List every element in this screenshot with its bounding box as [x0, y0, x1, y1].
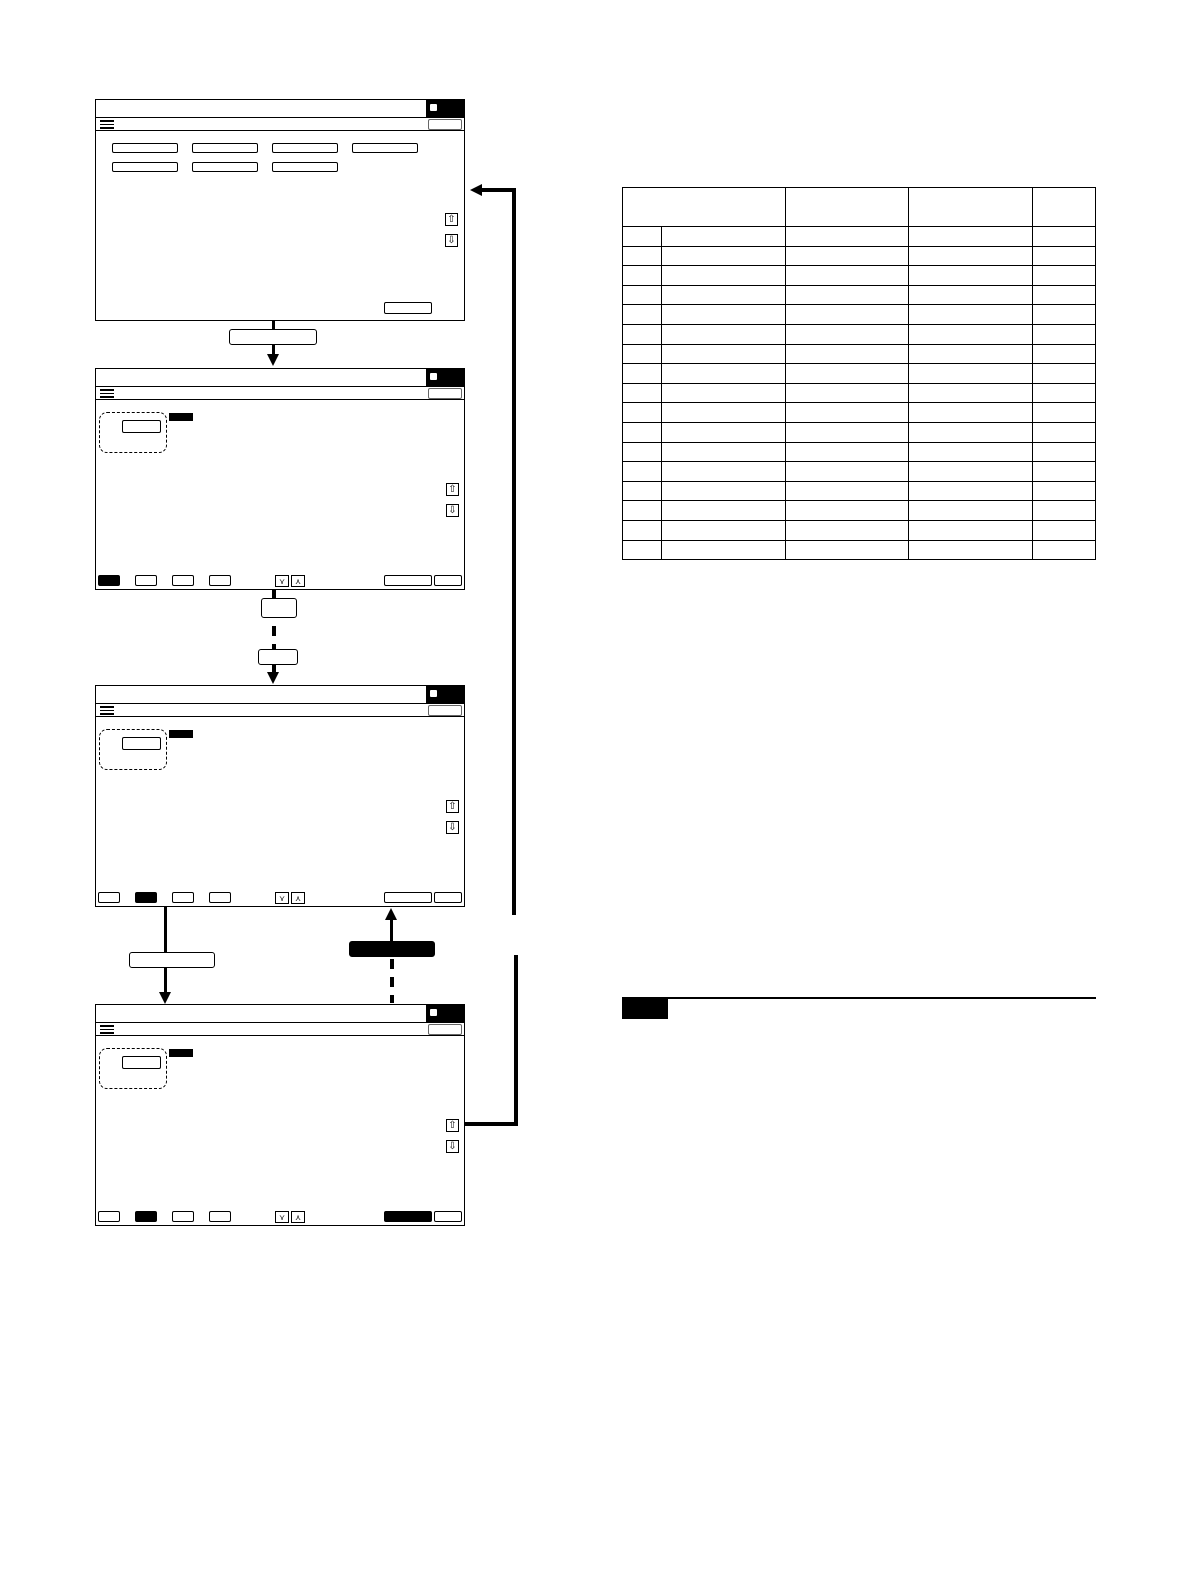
table-header-cell [1032, 188, 1095, 227]
title-bar [96, 1005, 464, 1023]
table-cell [661, 462, 785, 482]
adjustment-screen-a [95, 368, 465, 590]
adjustment-screen-b [95, 685, 465, 907]
table-cell [1032, 324, 1095, 344]
table-row [623, 442, 1096, 462]
menu-button-7[interactable] [272, 162, 338, 172]
scroll-down-icon[interactable]: ⇩ [446, 821, 459, 834]
value-display[interactable] [122, 737, 161, 750]
table-cell [909, 481, 1032, 501]
ok-button[interactable] [428, 119, 462, 130]
table-cell [1032, 462, 1095, 482]
increase-icon[interactable]: ⋏ [291, 1211, 305, 1223]
table-cell [909, 246, 1032, 266]
table-cell [909, 227, 1032, 247]
sub-bar [96, 1022, 464, 1036]
title-bar [96, 100, 464, 118]
table-header-cell [785, 188, 908, 227]
table-cell [1032, 344, 1095, 364]
table-cell [661, 383, 785, 403]
table-cell [661, 266, 785, 286]
table-row [623, 540, 1096, 560]
sub-bar [96, 386, 464, 400]
table-cell [1032, 540, 1095, 560]
back-button[interactable] [434, 575, 462, 586]
table-cell [661, 403, 785, 423]
tab-2[interactable] [135, 575, 157, 586]
back-button[interactable] [434, 892, 462, 903]
step-label-box-dark [349, 941, 435, 957]
increase-icon[interactable]: ⋏ [291, 575, 305, 587]
table-row [623, 227, 1096, 247]
table-header-row [623, 188, 1096, 227]
table-row [623, 266, 1096, 286]
arrow-down-icon [159, 992, 171, 1004]
table-cell [909, 540, 1032, 560]
table-cell [1032, 422, 1095, 442]
table-cell [785, 364, 908, 384]
scroll-up-icon[interactable]: ⇧ [446, 1119, 459, 1132]
table-cell [909, 501, 1032, 521]
menu-button-3[interactable] [272, 143, 338, 153]
ok-button[interactable] [428, 1024, 462, 1035]
table-cell [1032, 383, 1095, 403]
note-rule [668, 997, 1096, 999]
table-row [623, 520, 1096, 540]
table-cell [661, 285, 785, 305]
table-cell [623, 462, 662, 482]
table-cell [909, 344, 1032, 364]
table-row [623, 344, 1096, 364]
table-cell [661, 422, 785, 442]
menu-button-1[interactable] [112, 143, 178, 153]
table-cell [623, 501, 662, 521]
table-cell [661, 442, 785, 462]
tab-4[interactable] [209, 575, 231, 586]
table-cell [785, 305, 908, 325]
table-cell [661, 540, 785, 560]
table-cell [661, 364, 785, 384]
sub-bar [96, 117, 464, 131]
decrease-icon[interactable]: ⋎ [275, 892, 289, 904]
table-cell [1032, 364, 1095, 384]
table-cell [1032, 481, 1095, 501]
mode-badge [426, 369, 464, 386]
table-cell [623, 383, 662, 403]
table-cell [909, 324, 1032, 344]
tab-4[interactable] [209, 1211, 231, 1222]
step-label-box [229, 329, 317, 345]
arrow-down-icon [267, 672, 279, 684]
table-cell [623, 520, 662, 540]
menu-icon[interactable] [100, 118, 114, 132]
table-cell [623, 422, 662, 442]
table-cell [1032, 442, 1095, 462]
tab-3[interactable] [172, 892, 194, 903]
table-cell [623, 403, 662, 423]
table-cell [1032, 227, 1095, 247]
table-cell [785, 246, 908, 266]
scroll-up-icon[interactable]: ⇧ [446, 800, 459, 813]
menu-icon[interactable] [100, 704, 114, 718]
print-icon [430, 690, 437, 697]
back-button[interactable] [434, 1211, 462, 1222]
table-cell [909, 422, 1032, 442]
decrease-icon[interactable]: ⋎ [275, 575, 289, 587]
table-cell [1032, 246, 1095, 266]
table-cell [909, 285, 1032, 305]
menu-icon[interactable] [100, 1023, 114, 1037]
table-cell [623, 305, 662, 325]
table-cell [623, 324, 662, 344]
table-cell [785, 540, 908, 560]
title-bar [96, 369, 464, 387]
value-tag [169, 1049, 193, 1057]
table-cell [909, 364, 1032, 384]
tab-1[interactable] [98, 892, 120, 903]
table-cell [785, 520, 908, 540]
table-cell [623, 442, 662, 462]
table-cell [909, 305, 1032, 325]
table-cell [785, 383, 908, 403]
arrow-down-icon [267, 354, 279, 366]
tab-4[interactable] [209, 892, 231, 903]
table-cell [785, 403, 908, 423]
table-row [623, 364, 1096, 384]
menu-button-4[interactable] [352, 143, 418, 153]
table-cell [661, 324, 785, 344]
tab-1[interactable] [98, 575, 120, 586]
copy-icon [430, 1009, 437, 1016]
value-tag [169, 730, 193, 738]
copy-icon [430, 373, 437, 380]
return-line-lower-horizontal [465, 1122, 517, 1126]
table-cell [785, 285, 908, 305]
decrease-icon[interactable]: ⋎ [275, 1211, 289, 1223]
table-cell [1032, 285, 1095, 305]
table-cell [1032, 266, 1095, 286]
table-row [623, 462, 1096, 482]
table-cell [1032, 403, 1095, 423]
table-cell [623, 364, 662, 384]
scroll-up-icon[interactable]: ⇧ [446, 483, 459, 496]
table-cell [661, 246, 785, 266]
close-button[interactable] [384, 302, 432, 314]
table-cell [661, 305, 785, 325]
table-cell [623, 246, 662, 266]
menu-button-2[interactable] [192, 143, 258, 153]
table-cell [661, 481, 785, 501]
table-row [623, 305, 1096, 325]
table-cell [785, 442, 908, 462]
tab-2[interactable] [135, 892, 157, 903]
table-cell [909, 266, 1032, 286]
table-cell [785, 481, 908, 501]
return-line-lower-vertical [514, 955, 518, 1126]
increase-icon[interactable]: ⋏ [291, 892, 305, 904]
table-cell [623, 227, 662, 247]
ok-button[interactable] [428, 705, 462, 716]
value-display[interactable] [122, 420, 161, 433]
table-cell [623, 285, 662, 305]
scroll-down-icon[interactable]: ⇩ [446, 504, 459, 517]
value-tag [169, 413, 193, 421]
table-cell [661, 344, 785, 364]
table-cell [623, 540, 662, 560]
return-line-upper-vertical [512, 190, 516, 915]
table-cell [1032, 305, 1095, 325]
table-row [623, 383, 1096, 403]
table-cell [661, 520, 785, 540]
menu-icon[interactable] [100, 387, 114, 401]
value-display[interactable] [122, 1056, 161, 1069]
table-cell [623, 266, 662, 286]
mode-badge [426, 100, 464, 117]
scroll-down-icon[interactable]: ⇩ [445, 234, 458, 247]
tab-1[interactable] [98, 1211, 120, 1222]
return-line-upper-horizontal [482, 188, 516, 192]
title-bar [96, 686, 464, 704]
table-row [623, 285, 1096, 305]
sub-bar [96, 703, 464, 717]
table-cell [785, 462, 908, 482]
execute-button[interactable] [384, 575, 432, 586]
table-cell [623, 344, 662, 364]
table-cell [623, 481, 662, 501]
table-cell [785, 266, 908, 286]
table-cell [909, 403, 1032, 423]
table-cell [785, 227, 908, 247]
tab-3[interactable] [172, 1211, 194, 1222]
execute-button[interactable] [384, 1211, 432, 1222]
table-row [623, 501, 1096, 521]
scroll-up-icon[interactable]: ⇧ [445, 213, 458, 226]
table-cell [1032, 501, 1095, 521]
ok-button[interactable] [428, 388, 462, 399]
mode-badge [426, 686, 464, 703]
table-row [623, 481, 1096, 501]
menu-button-6[interactable] [192, 162, 258, 172]
system-settings-screen [95, 99, 465, 321]
table-row [623, 324, 1096, 344]
connector-line [390, 919, 393, 941]
table-cell [785, 422, 908, 442]
tab-3[interactable] [172, 575, 194, 586]
arrow-left-icon [470, 184, 482, 196]
step-label-box [129, 952, 215, 968]
table-header-cell [623, 188, 786, 227]
mode-badge [426, 1005, 464, 1022]
adjustment-screen-c [95, 1004, 465, 1226]
key-label-box [261, 598, 297, 618]
table-cell [909, 442, 1032, 462]
menu-button-5[interactable] [112, 162, 178, 172]
table-row [623, 403, 1096, 423]
table-row [623, 422, 1096, 442]
settings-table [622, 187, 1096, 560]
table-cell [661, 501, 785, 521]
table-cell [909, 383, 1032, 403]
connector-line [164, 907, 167, 993]
table-cell [909, 520, 1032, 540]
scroll-down-icon[interactable]: ⇩ [446, 1140, 459, 1153]
table-header-cell [909, 188, 1032, 227]
table-cell [785, 324, 908, 344]
copy-icon [430, 104, 437, 111]
table-cell [785, 344, 908, 364]
key-label-box [258, 649, 298, 665]
table-cell [909, 462, 1032, 482]
tab-2[interactable] [135, 1211, 157, 1222]
table-cell [1032, 520, 1095, 540]
table-cell [785, 501, 908, 521]
execute-button[interactable] [384, 892, 432, 903]
table-cell [661, 227, 785, 247]
table-row [623, 246, 1096, 266]
note-badge [622, 997, 668, 1019]
